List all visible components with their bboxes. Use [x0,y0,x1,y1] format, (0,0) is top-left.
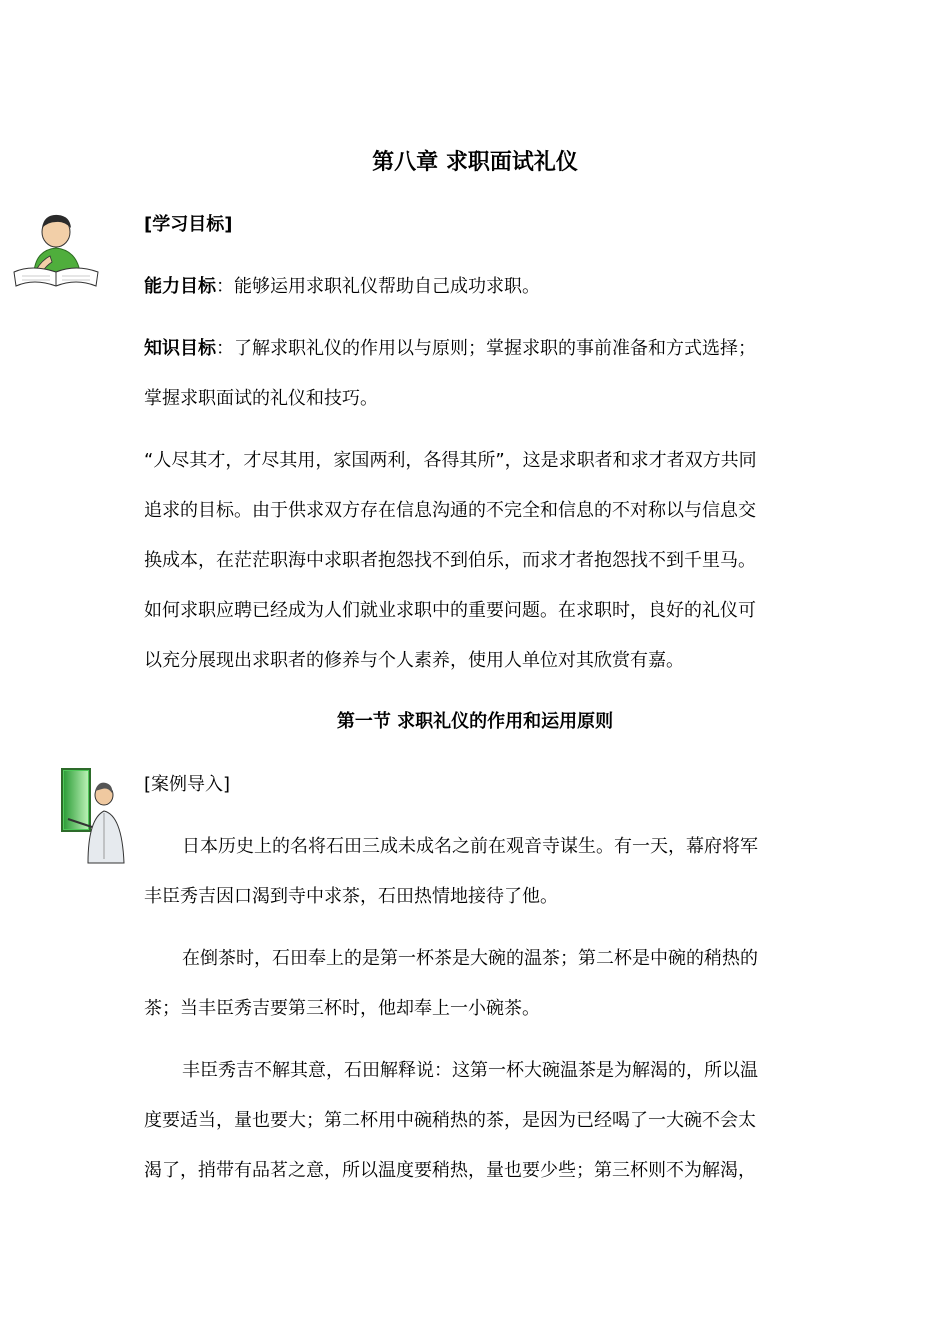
case-line: 茶；当丰臣秀吉要第三杯时，他却奉上一小碗茶。 [144,998,540,1019]
case-line: 在倒茶时，石田奉上的是第一杯茶是大碗的温茶；第二杯是中碗的稍热的 [182,948,758,969]
student-reading-illustration [12,212,104,294]
case-line: 渴了，捎带有品茗之意，所以温度要稍热，量也要少些；第三杯则不为解渴， [144,1160,756,1181]
case-line: 日本历史上的名将石田三成未成名之前在观音寺谋生。有一天，幕府将军 [182,836,758,857]
knowledge-text-1: ：了解求职礼仪的作用以与原则；掌握求职的事前准备和方式选择； [216,338,756,359]
intro-line: “人尽其才，才尽其用，家国两利，各得其所”，这是求职者和求才者双方共同 [144,450,757,471]
intro-line: 追求的目标。由于供求双方存在信息沟通的不完全和信息的不对称以与信息交 [144,500,756,521]
knowledge-text-2: 掌握求职面试的礼仪和技巧。 [144,388,378,409]
intro-line: 以充分展现出求职者的修养与个人素养，使用人单位对其欣赏有嘉。 [144,650,684,671]
ability-text: ：能够运用求职礼仪帮助自己成功求职。 [216,276,540,297]
case-heading: [案例导入] [144,774,231,795]
intro-line: 换成本，在茫茫职海中求职者抱怨找不到伯乐，而求才者抱怨找不到千里马。 [144,550,756,571]
objectives-heading: [学习目标] [144,214,233,235]
teacher-presenting-illustration [58,767,132,867]
knowledge-objective [144,337,814,361]
knowledge-label: 知识目标 [144,338,216,359]
ability-label: 能力目标 [144,276,216,297]
case-line: 度要适当，量也要大；第二杯用中碗稍热的茶，是因为已经喝了一大碗不会太 [144,1110,756,1131]
intro-line: 如何求职应聘已经成为人们就业求职中的重要问题。在求职时，良好的礼仪可 [144,600,756,621]
chapter-title: 第八章 求职面试礼仪 [372,150,578,175]
section-title: 第一节 求职礼仪的作用和运用原则 [336,711,614,732]
ability-objective [144,275,814,299]
case-line: 丰臣秀吉不解其意，石田解释说：这第一杯大碗温茶是为解渴的，所以温 [182,1060,758,1081]
case-line: 丰臣秀吉因口渴到寺中求茶，石田热情地接待了他。 [144,886,558,907]
